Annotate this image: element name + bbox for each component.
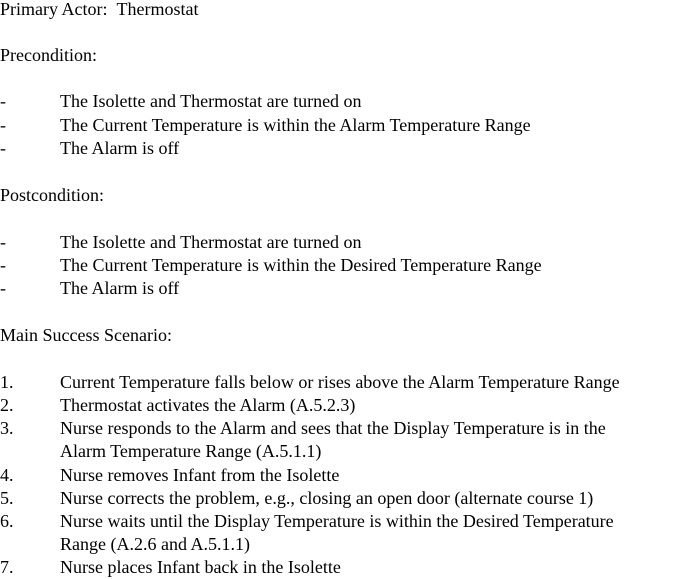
step-number: 3. (0, 418, 14, 438)
step-text-continuation: Alarm Temperature Range (A.5.1.1) (60, 441, 322, 461)
step-number: 6. (0, 511, 14, 531)
step-text-continuation: Range (A.2.6 and A.5.1.1) (60, 534, 250, 554)
step-number: 5. (0, 488, 14, 508)
scenario-step (0, 556, 685, 578)
list-marker: - (0, 115, 6, 135)
step-number: 2. (0, 395, 14, 415)
list-item (0, 90, 685, 112)
list-item-text: The Alarm is off (60, 278, 180, 298)
primary-actor-line (0, 0, 198, 20)
list-item-text: The Alarm is off (60, 138, 180, 158)
list-item (0, 254, 685, 276)
step-text: Current Temperature falls below or rises above the Alarm Temperature Range (60, 372, 620, 392)
step-text: Nurse corrects the problem, e.g., closing an open door (alternate course 1) (60, 488, 594, 508)
scenario-step (0, 417, 685, 463)
list-marker: - (0, 255, 6, 275)
primary-actor-value: Thermostat (116, 0, 199, 19)
step-text: Nurse responds to the Alarm and sees that the Display Temperature is in the (60, 418, 606, 438)
scenario-step (0, 510, 685, 556)
list-marker: - (0, 138, 6, 158)
scenario-step (0, 394, 685, 416)
primary-actor-label: Primary Actor: (0, 0, 108, 19)
list-item (0, 137, 685, 159)
precondition-heading: Precondition: (0, 45, 97, 65)
list-item-text: The Isolette and Thermostat are turned on (60, 91, 362, 111)
list-item (0, 277, 685, 299)
list-item-text: The Current Temperature is within the Desired Temperature Range (60, 255, 542, 275)
scenario-step (0, 464, 685, 486)
list-marker: - (0, 278, 6, 298)
list-item-text: The Isolette and Thermostat are turned on (60, 232, 362, 252)
postcondition-heading: Postcondition: (0, 185, 105, 205)
step-text: Nurse removes Infant from the Isolette (60, 465, 340, 485)
main-success-scenario-heading: Main Success Scenario: (0, 325, 172, 345)
list-item-text: The Current Temperature is within the Alarm Temperature Range (60, 115, 531, 135)
scenario-step (0, 371, 685, 393)
step-number: 1. (0, 372, 14, 392)
list-marker: - (0, 232, 6, 252)
scenario-step (0, 487, 685, 509)
step-text: Nurse places Infant back in the Isolette (60, 557, 341, 577)
list-item (0, 231, 685, 253)
step-number: 7. (0, 557, 14, 577)
list-item (0, 114, 685, 136)
list-marker: - (0, 91, 6, 111)
step-text: Thermostat activates the Alarm (A.5.2.3) (60, 395, 356, 415)
step-text: Nurse waits until the Display Temperature is within the Desired Temperature (60, 511, 614, 531)
step-number: 4. (0, 465, 14, 485)
